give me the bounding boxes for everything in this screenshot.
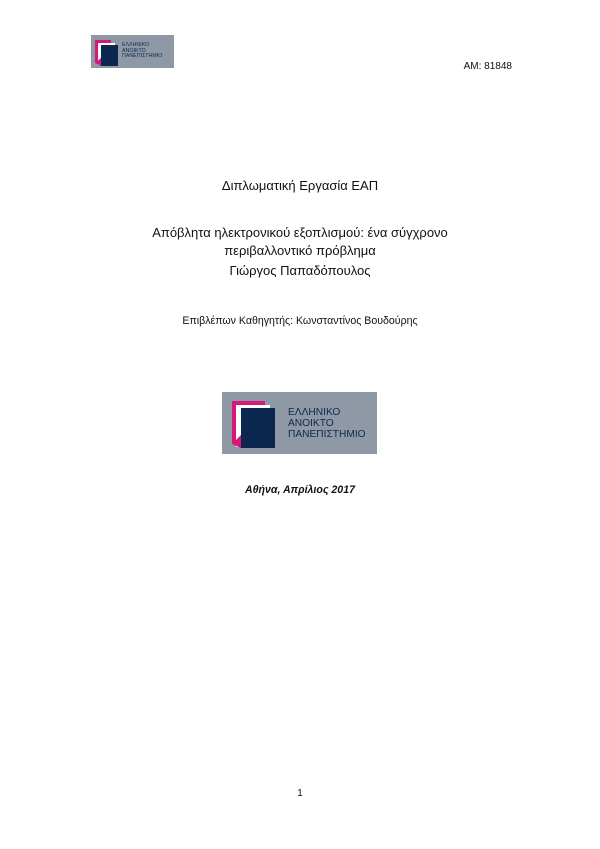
page-number: 1 bbox=[297, 788, 303, 799]
thesis-title-line-1: Απόβλητα ηλεκτρονικού εξοπλισμού: ένα σύγχρονο bbox=[152, 225, 448, 240]
author-name: Γιώργος Παπαδόπουλος bbox=[229, 263, 371, 278]
logo-wordmark bbox=[122, 43, 162, 60]
university-logo-icon bbox=[222, 392, 284, 454]
university-logo-cover bbox=[222, 392, 377, 454]
logo-line: ΕΛΛΗΝΙΚΟ bbox=[122, 42, 150, 48]
supervisor-line: Επιβλέπων Καθηγητής: Κωνσταντίνος Βουδούρης bbox=[182, 315, 418, 327]
university-logo-icon bbox=[91, 35, 122, 68]
place-and-date: Αθήνα, Απρίλιος 2017 bbox=[245, 484, 355, 496]
logo-line: ΕΛΛΗΝΙΚΟ bbox=[288, 407, 341, 418]
logo-line: ΑΝΟΙΚΤΟ bbox=[288, 418, 334, 430]
logo-line: ΠΑΝΕΠΙΣΤΗΜΙΟ bbox=[122, 53, 163, 60]
logo-wordmark bbox=[288, 407, 366, 440]
thesis-title bbox=[0, 224, 600, 260]
logo-line: ΠΑΝΕΠΙΣΤΗΜΙΟ bbox=[288, 429, 366, 441]
logo-line: ΑΝΟΙΚΤΟ bbox=[122, 47, 146, 54]
university-logo-header bbox=[91, 35, 174, 68]
student-id-label: AM: 81848 bbox=[463, 61, 512, 72]
thesis-title-line-2: περιβαλλοντικό πρόβλημα bbox=[224, 243, 376, 258]
document-type: Διπλωματική Εργασία ΕΑΠ bbox=[221, 178, 379, 193]
